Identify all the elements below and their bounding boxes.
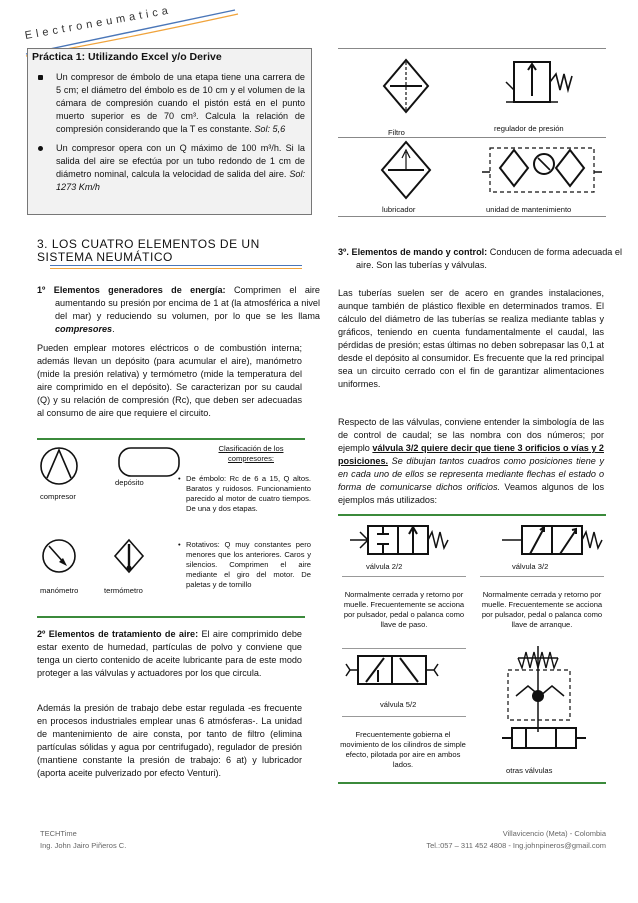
right-paragraph-3: Respecto de las válvulas, conviene entender la simbología de las de control de caudal; se las nombra con dos números; por ejemplo válvula 3/2 quiere decir que tiene 3 orificios o vías y 2 posiciones. Se dibujan tantos cuadros como posiciones tiene y en cada uno de ellos se representa mediante flechas el estado o forma de comunicarse dichos orificios. Veamos algunos de los ejemplos más utilizados:	[338, 417, 604, 505]
left-paragraph-3: 2º Elementos de tratamiento de aire: El aire comprimido debe estar exento de humedad, partículas de polvo y conviene que tenga un cierto contenido de aceite lubricante para de este modo proteger a las válvulas y actuadores por los que circula.	[37, 629, 302, 678]
valves-divider-left-3	[342, 716, 466, 717]
practice-item-2: Un compresor opera con un Q máximo de 100 m³/h. Si la salida del aire se efectúa por un tubo redondo de 1 cm de diámetro nominal, calcula la velocidad de salida del aire. Sol: 1273 Km/h	[32, 142, 305, 194]
left-paragraph-1: 1º Elementos generadores de energía: Comprimen el aire aumentando su presión por encima de 1 at (la atmosférica a nivel del mar) y reduciendo su volumen, por lo que se les llama compresores.	[37, 285, 320, 334]
figure1-rule-mid	[338, 137, 606, 138]
label-valvula-32: válvula 3/2	[512, 562, 549, 571]
figure-rule-top	[37, 438, 305, 440]
valvula-32-icon	[502, 526, 602, 554]
figure1-rule-top	[338, 48, 606, 49]
lubricador-icon	[382, 142, 430, 198]
compressor-classification-title: Clasificación de los compresores:	[218, 444, 284, 463]
left-paragraph-4: Además la presión de trabajo debe estar regulada -es frecuente en procesos industriales emplear unas 6 atmósferas-. La unidad de mantenimiento de aire consta, por tanto de filtro (elimina partículas sólidas y agua por centrifugado), regulador de presión (mantiene constante la presión de trabajo: 6 at) y lubricador (aporta aceite pulverizado por efecto Venturi).	[37, 703, 302, 778]
figure-rule-bottom	[37, 616, 305, 618]
classification-bullet-1: • De émbolo: Rc de 6 a 15, Q altos. Baratos y ruidosos. Funcionamiento parecido al motor de cuatro tiempos. De una y dos etapas.	[178, 474, 311, 513]
classification-bullet-2: • Rotativos: Q muy constantes pero menores que los anteriores. Caros y silencios. Comprimen el aire mediante el giro del motor. De paletas y de tornillo	[178, 540, 311, 589]
valves-rule-bottom	[338, 782, 606, 784]
caption-valvula-52: Frecuentemente gobierna el movimiento de los cilindros de simple efecto, pilotada por aire en ambos lados.	[340, 730, 466, 769]
figure1-rule-bottom	[338, 216, 606, 217]
otras-valvulas-icon	[502, 646, 586, 748]
bullet-dot-icon: •	[178, 474, 181, 483]
caption-valvula-22: Normalmente cerrada y retorno por muelle. Frecuentemente se acciona por pulsador, pedal o palanca como llave de paso.	[343, 590, 465, 629]
bullet-dot-icon: •	[178, 540, 181, 549]
header-brand	[20, 4, 230, 48]
practice-item-1-solution: Sol: 5,6	[254, 124, 286, 134]
label-valvula-22: válvula 2/2	[366, 562, 403, 571]
deposito-icon	[119, 448, 179, 476]
compresor-icon	[41, 448, 77, 484]
practice-title: Práctica 1: Utilizando Excel y/o Derive	[32, 51, 222, 63]
label-compresor: compresor	[40, 492, 76, 501]
right-paragraph-1: 3º. Elementos de mando y control: Conducen de forma adecuada el aire. Son las tuberías y válvulas.	[338, 247, 622, 270]
valves-divider-left-2	[342, 648, 466, 649]
right-paragraph-2: Las tuberías suelen ser de acero en grandes instalaciones, aunque también de plástico flexible en determinados tramos. El cálculo del diámetro de las tuberías se realiza mediante tablas y gráficos, teniendo en cuenta fundamentalmente el caudal, las pérdidas de presión; estas últimas no deben sobrepasar las 0,1 at desde el depósito al consumidor. Es frecuente que la red principal sea un circuito cerrado con el fin de garantizar alimentaciones uniformes.	[338, 288, 604, 389]
footer-right	[426, 828, 606, 852]
label-manometro: manómetro	[40, 586, 79, 595]
valves-divider-right	[480, 576, 604, 577]
label-termometro: termómetro	[104, 586, 143, 595]
termometro-icon	[115, 540, 143, 572]
label-otras-valvulas: otras válvulas	[506, 766, 553, 775]
label-regulador: regulador de presión	[494, 124, 564, 133]
practice-item-2-solution: Sol: 1273 Km/h	[56, 169, 305, 192]
manometro-icon	[43, 540, 75, 572]
practice-box	[27, 48, 312, 215]
footer-left	[40, 828, 126, 852]
filtro-icon	[384, 60, 428, 112]
section-underline-blue	[50, 265, 302, 266]
left-paragraph-2: Pueden emplear motores eléctricos o de combustión interna; además llevan un depósito (para acumular el aire), manómetro (mide la presión relativa) y termómetro (mide la temperatura del aire comprimido en el depósito). Se caracterizan por su caudal (Q) y su relación de compresión (Rc), que deben ser adecuadas al consumo de aire que requiere el circuito.	[37, 343, 302, 418]
label-valvula-52: válvula 5/2	[380, 700, 417, 709]
valves-rule-top	[338, 514, 606, 516]
valvula-52-icon	[346, 656, 438, 684]
brand-text: Electroneumatica	[23, 4, 173, 43]
caption-valvula-32: Normalmente cerrada y retorno por muelle. Frecuentemente se acciona por pulsador, pedal o palanca como llave de arranque.	[481, 590, 603, 629]
maintenance-figure	[338, 52, 608, 212]
section-title: 3. LOS CUATRO ELEMENTOS DE UN SISTEMA NEUMÁTICO	[37, 237, 260, 264]
label-deposito: depósito	[115, 478, 144, 487]
label-lubricador: lubricador	[382, 205, 416, 214]
valves-divider-left	[342, 576, 466, 577]
footer-location: Villavicencio (Meta) - Colombia	[502, 829, 606, 838]
footer-contact: Tel.:057 – 311 452 4808 - Ing.johnpineros@gmail.com	[426, 841, 606, 850]
footer-author: Ing. John Jairo Piñeros C.	[40, 841, 127, 850]
practice-item-1: Un compresor de émbolo de una etapa tiene una carrera de 5 cm; el diámetro del émbolo es de 10 cm y el volumen de la cámara de compresión cuando el pistón está en el punto muerto superior es de 70 cm³. Calcula la relación de compresión considerando que la T es constante. Sol: 5,6	[32, 71, 305, 136]
section-underline-orange	[50, 268, 302, 269]
valvula-22-icon	[350, 526, 448, 554]
footer-org: TECHTime	[40, 829, 77, 838]
unidad-mantenimiento-icon	[482, 148, 602, 192]
regulador-icon	[506, 62, 572, 102]
label-unidad: unidad de mantenimiento	[486, 205, 572, 214]
label-filtro: Filtro	[388, 128, 405, 137]
